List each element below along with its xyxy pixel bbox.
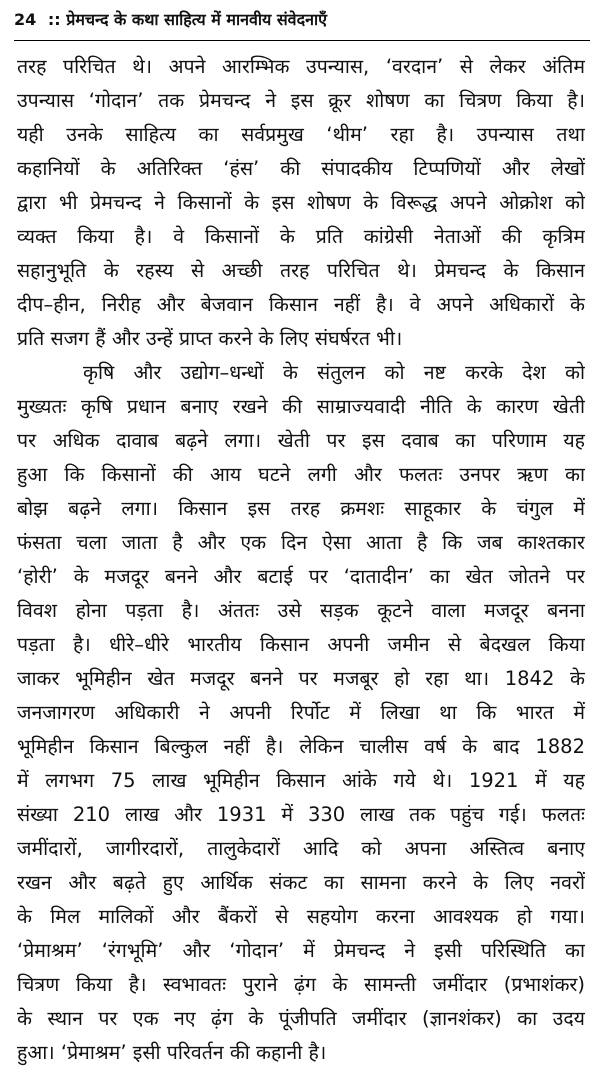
text-line: कृषि और उद्योग–धन्धों के संतुलन को नष्ट करके देश को: [83, 361, 585, 384]
text-line: फंसता चला जाता है और एक दिन ऐसा आता है कि जब काश्तकार: [17, 531, 585, 554]
page-number: 24: [14, 10, 37, 29]
text-line: हुआ। ‘प्रेमाश्रम’ इसी परिवर्तन की कहानी है।: [17, 1041, 327, 1064]
text-line: जनजागरण अधिकारी ने अपनी रिर्पोट में लिखा था कि भारत में: [17, 701, 585, 724]
text-line: जमींदारों, जागीरदारों, तालुकेदारों आदि को अपना अस्तित्व बनाए: [17, 837, 585, 860]
text-line: पड़ता है। धीरे–धीरे भारतीय किसान अपनी जमीन से बेदखल किया: [17, 633, 585, 656]
text-line: भूमिहीन किसान बिल्कुल नहीं है। लेकिन चालीस वर्ष के बाद 1882: [17, 735, 585, 758]
text-line: चित्रण किया है। स्वभावतः पुराने ढ़ंग के सामन्ती जमींदार (प्रभाशंकर): [17, 973, 585, 996]
text-line: मुख्यतः कृषि प्रधान बनाए रखने की साम्राज्यवादी नीति के कारण खेती: [17, 395, 585, 418]
text-line: द्वारा भी प्रेमचन्द ने किसानों के इस शोषण के विरूद्ध अपने ओक्रोश को: [17, 191, 585, 214]
text-line: रखन और बढ़ते हुए आर्थिक संकट का सामना करने के लिए नवरों: [17, 871, 585, 894]
header-separator: ::: [47, 10, 61, 29]
text-line: बोझ बढ़ने लगा। किसान इस तरह क्रमशः साहूकार के चंगुल में: [17, 497, 585, 520]
text-line: यही उनके साहित्य का सर्वप्रमुख ‘थीम’ रहा है। उपन्यास तथा: [17, 123, 585, 146]
text-line: पर अधिक दावाब बढ़ने लगा। खेती पर इस दवाब का परिणाम यह: [17, 429, 585, 452]
text-line: संख्या 210 लाख और 1931 में 330 लाख तक पहुंच गई। फलतः: [17, 803, 585, 826]
text-line: जाकर भूमिहीन खेत मजदूर बनने पर मजबूर हो रहा था। 1842 के: [17, 667, 585, 690]
text-line: व्यक्त किया है। वे किसानों के प्रति कांग्रेसी नेताओं की कृत्रिम: [17, 225, 585, 248]
text-line: सहानुभूति के रहस्य से अच्छी तरह परिचित थे। प्रेमचन्द के किसान: [17, 259, 585, 282]
text-line: दीप–हीन, निरीह और बेजवान किसान नहीं है। वे अपने अधिकारों के: [17, 293, 585, 316]
body-text: [17, 50, 585, 1070]
text-line: कहानियों के अतिरिक्त ‘हंस’ की संपादकीय टिप्पणियों और लेखों: [17, 157, 585, 180]
text-line: उपन्यास ‘गोदान’ तक प्रेमचन्द ने इस क्रूर शोषण का चित्रण किया है।: [17, 89, 585, 112]
page-header: [14, 8, 590, 41]
text-line: के स्थान पर एक नए ढ़ंग के पूंजीपति जमींदार (ज्ञानशंकर) का उदय: [17, 1007, 585, 1030]
text-line: ‘होरी’ के मजदूर बनने और बटाई पर ‘दातादीन’ का खेत जोतने पर: [17, 565, 585, 588]
text-line: में लगभग 75 लाख भूमिहीन किसान आंके गये थे। 1921 में यह: [17, 769, 585, 792]
running-title: प्रेमचन्द के कथा साहित्य में मानवीय संवेदनाएँ: [66, 10, 327, 29]
text-line: तरह परिचित थे। अपने आरम्भिक उपन्यास, ‘वरदान’ से लेकर अंतिम: [17, 55, 585, 78]
text-line: ‘प्रेमाश्रम’ ‘रंगभूमि’ और ‘गोदान’ में प्रेमचन्द ने इसी परिस्थिति का: [17, 939, 585, 962]
text-line: विवश होना पड़ता है। अंततः उसे सड़क कूटने वाला मजदूर बनना: [17, 599, 585, 622]
text-line: प्रति सजग हैं और उन्हें प्राप्त करने के लिए संघर्षरत भी।: [17, 327, 403, 350]
text-line: के मिल मालिकों और बैंकरों से सहयोग करना आवश्यक हो गया।: [17, 905, 585, 928]
text-line: हुआ कि किसानों की आय घटने लगी और फलतः उनपर ऋण का: [17, 463, 585, 486]
